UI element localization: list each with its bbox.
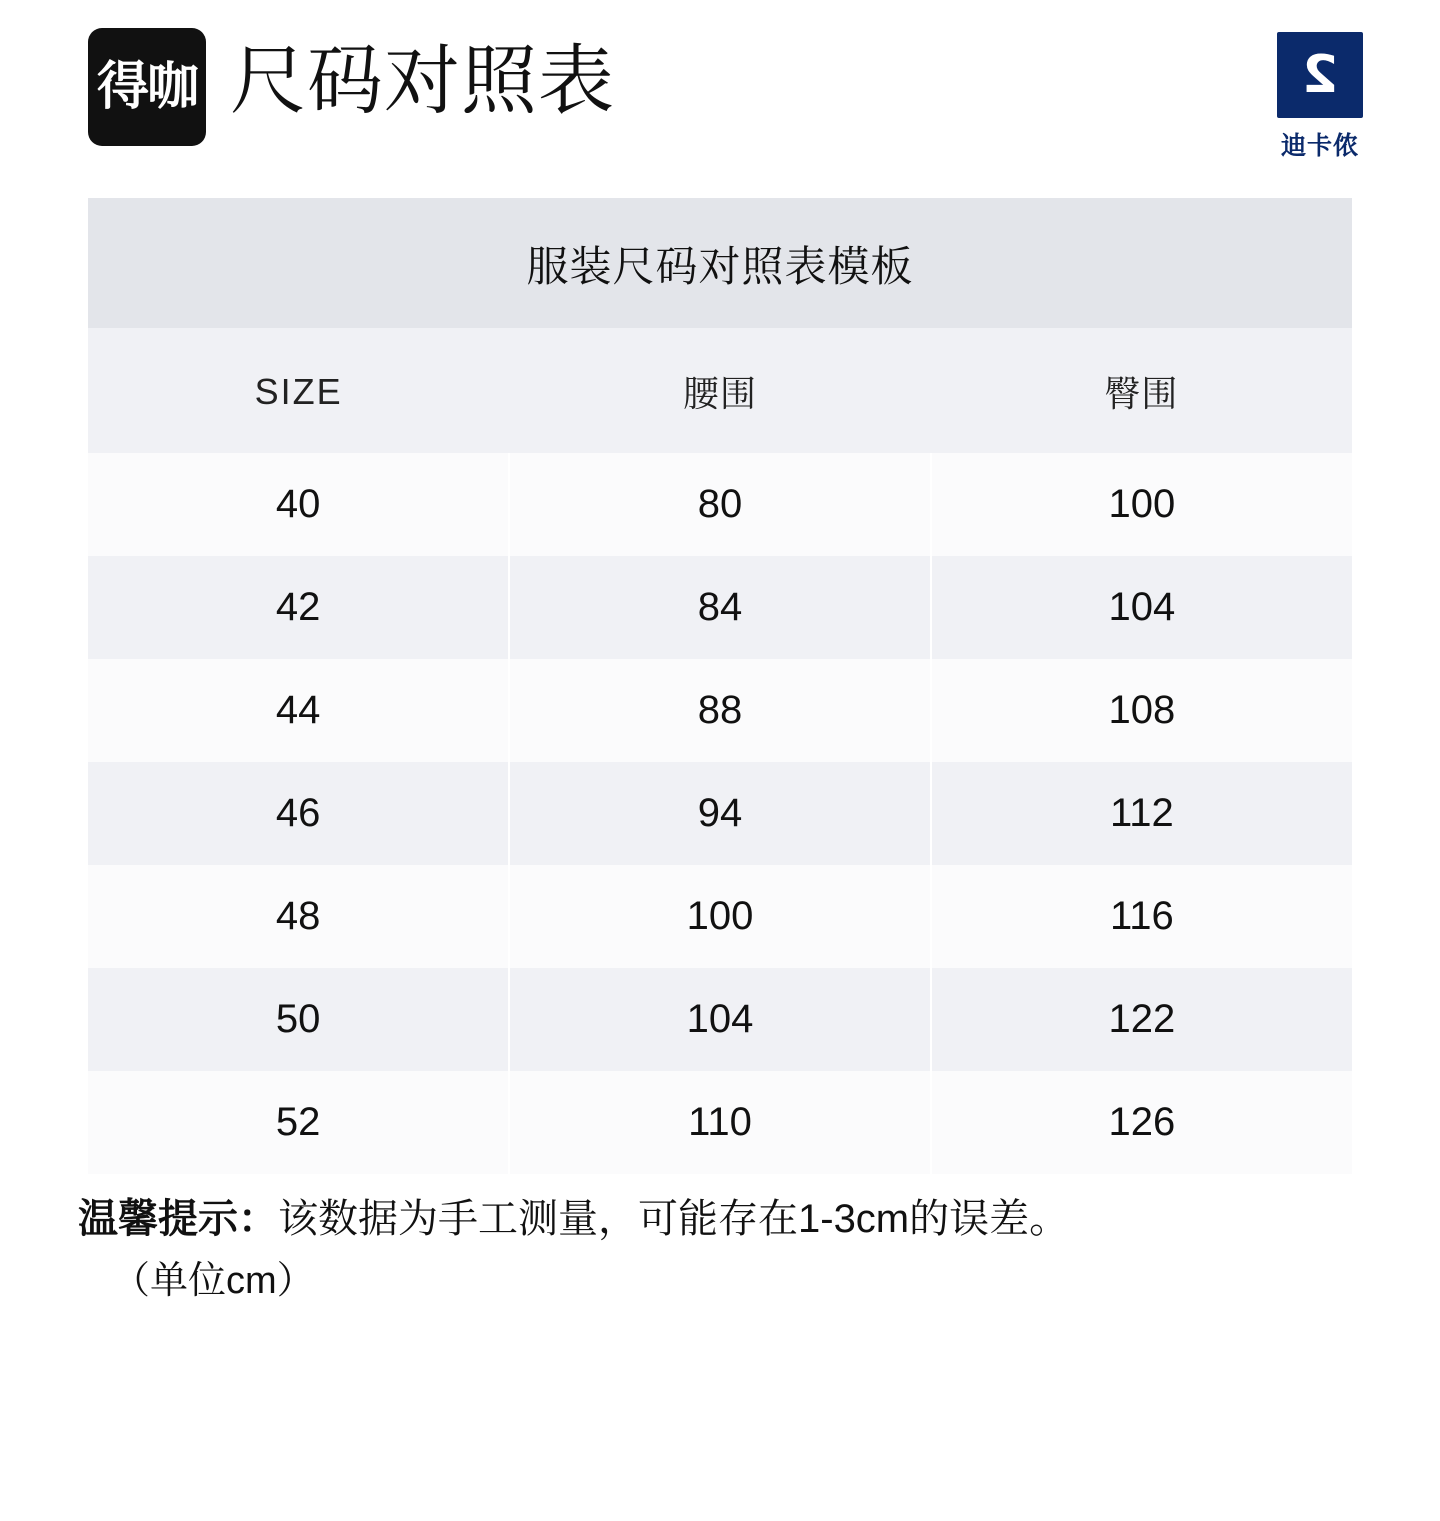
disclaimer-note [78,1190,1352,1309]
column-header-waist: 腰围 [509,328,930,453]
page-header [0,0,1440,170]
cell-waist: 104 [509,968,930,1071]
cell-hip: 100 [931,453,1352,556]
table-row [88,762,1352,865]
cell-hip: 122 [931,968,1352,1071]
disclaimer-text: 该数据为手工测量，可能存在1-3cm的误差。 [278,1197,1070,1241]
corporate-logo-name: 迪卡侬 [1280,132,1359,160]
page-title: 尺码对照表 [230,39,615,124]
corporate-logo-mark: 2 [1301,45,1339,105]
table-row [88,556,1352,659]
column-header-size: SIZE [88,328,509,453]
cell-hip: 112 [931,762,1352,865]
cell-waist: 88 [509,659,930,762]
cell-size: 50 [88,968,509,1071]
cell-size: 52 [88,1071,509,1174]
cell-hip: 108 [931,659,1352,762]
cell-size: 46 [88,762,509,865]
disclaimer-label: 温馨提示： [78,1197,278,1241]
size-chart [88,198,1352,1174]
corporate-logo-badge [1277,32,1363,118]
brand-logo [88,28,206,146]
cell-size: 44 [88,659,509,762]
table-row [88,659,1352,762]
size-chart-body [88,453,1352,1174]
cell-size: 48 [88,865,509,968]
table-row [88,865,1352,968]
column-header-hip: 臀围 [931,328,1352,453]
table-row [88,968,1352,1071]
cell-size: 40 [88,453,509,556]
cell-size: 42 [88,556,509,659]
cell-hip: 104 [931,556,1352,659]
cell-waist: 94 [509,762,930,865]
disclaimer-unit: （单位cm） [112,1260,315,1302]
size-chart-head [88,328,1352,453]
size-chart-caption: 服装尺码对照表模板 [88,198,1352,328]
cell-hip: 126 [931,1071,1352,1174]
cell-waist: 84 [509,556,930,659]
corporate-logo [1260,32,1380,162]
cell-waist: 110 [509,1071,930,1174]
cell-hip: 116 [931,865,1352,968]
cell-waist: 100 [509,865,930,968]
table-row [88,453,1352,556]
table-header-row [88,328,1352,453]
size-chart-table [88,328,1352,1174]
table-row [88,1071,1352,1174]
brand-logo-glyph: 得咖 [96,57,197,117]
cell-waist: 80 [509,453,930,556]
